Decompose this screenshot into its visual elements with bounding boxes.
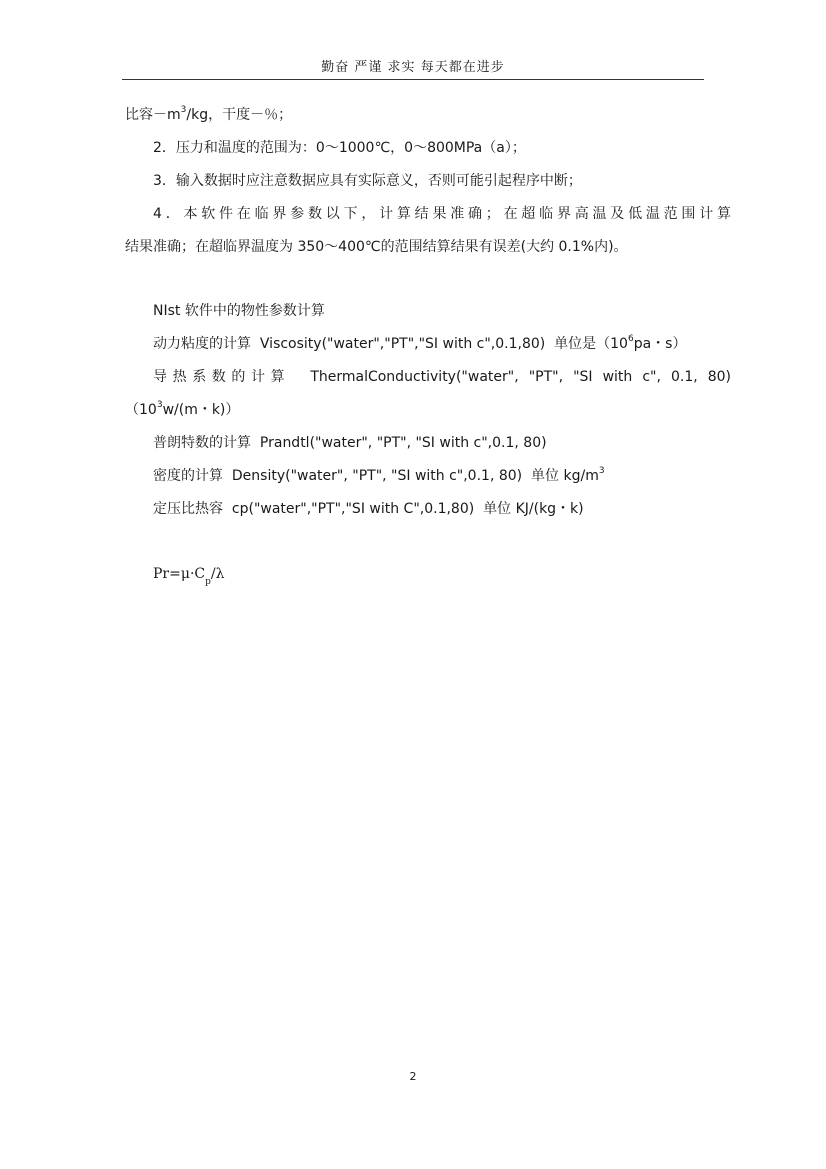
running-header: 勤奋 严谨 求实 每天都在进步 [321, 60, 505, 75]
header-rule [122, 79, 704, 80]
note-line-1 [125, 104, 703, 126]
density-line [125, 465, 731, 487]
prandtl-code: Prandtl("water", "PT", "SI with c",0.1, 80) [259, 435, 547, 451]
note-item-4-line-1: 4．本软件在临界参数以下，计算结果准确；在超临界高温及低温范围计算 [153, 206, 731, 222]
prandtl-formula [125, 563, 731, 585]
cp-line [125, 498, 731, 520]
cp-code: cp("water","PT","SI with C",0.1,80) [231, 501, 475, 517]
viscosity-line [125, 333, 731, 355]
specific-volume-sup: 3 [180, 105, 187, 116]
page-number: 2 [409, 1070, 417, 1083]
thermal-unit-pre: （10 [125, 402, 157, 418]
viscosity-unit-post: pa・s） [633, 336, 687, 352]
thermal-label: 导热系数的计算 [153, 369, 291, 385]
prandtl-line [125, 432, 731, 454]
nist-heading: NIst 软件中的物性参数计算 [153, 303, 325, 319]
thermal-code: ThermalConductivity("water", "PT", "SI with c", 0.1, 80) [310, 369, 732, 385]
viscosity-unit-pre: 单位是（10 [554, 336, 628, 352]
thermal-unit-post: w/(m・k)） [162, 402, 240, 418]
note-item-2: 2．压力和温度的范围为：0～1000℃，0～800MPa（a）； [153, 140, 526, 156]
density-code: Density("water", "PT", "SI with c",0.1, 80) [231, 468, 523, 484]
thermal-unit-line [125, 399, 703, 421]
note-item-4-line-2: 结果准确；在超临界温度为 350～400℃的范围结算结果有误差(大约 0.1%内)。 [125, 239, 628, 255]
thermal-unit-sup: 3 [156, 400, 163, 411]
note-item-3: 3．输入数据时应注意数据应具有实际意义，否则可能引起程序中断； [153, 173, 582, 189]
viscosity-unit-sup: 6 [627, 334, 634, 345]
formula-post: /λ [210, 566, 225, 582]
formula-pre: Pr=μ·C [153, 566, 206, 582]
cp-label: 定压比热容 [153, 501, 223, 517]
density-unit-sup: 3 [598, 466, 605, 477]
density-unit-pre: 单位 kg/m [531, 468, 599, 484]
specific-volume-post: /kg，干度－％； [186, 107, 293, 123]
prandtl-label: 普朗特数的计算 [153, 435, 251, 451]
viscosity-code: Viscosity("water","PT","SI with c",0.1,80) [259, 336, 546, 352]
viscosity-label: 动力粘度的计算 [153, 336, 251, 352]
density-label: 密度的计算 [153, 468, 223, 484]
thermal-line [125, 366, 731, 388]
cp-unit: 单位 KJ/(kg・k) [483, 501, 584, 517]
formula-sub: p [205, 576, 211, 587]
specific-volume-pre: 比容－m [125, 107, 181, 123]
